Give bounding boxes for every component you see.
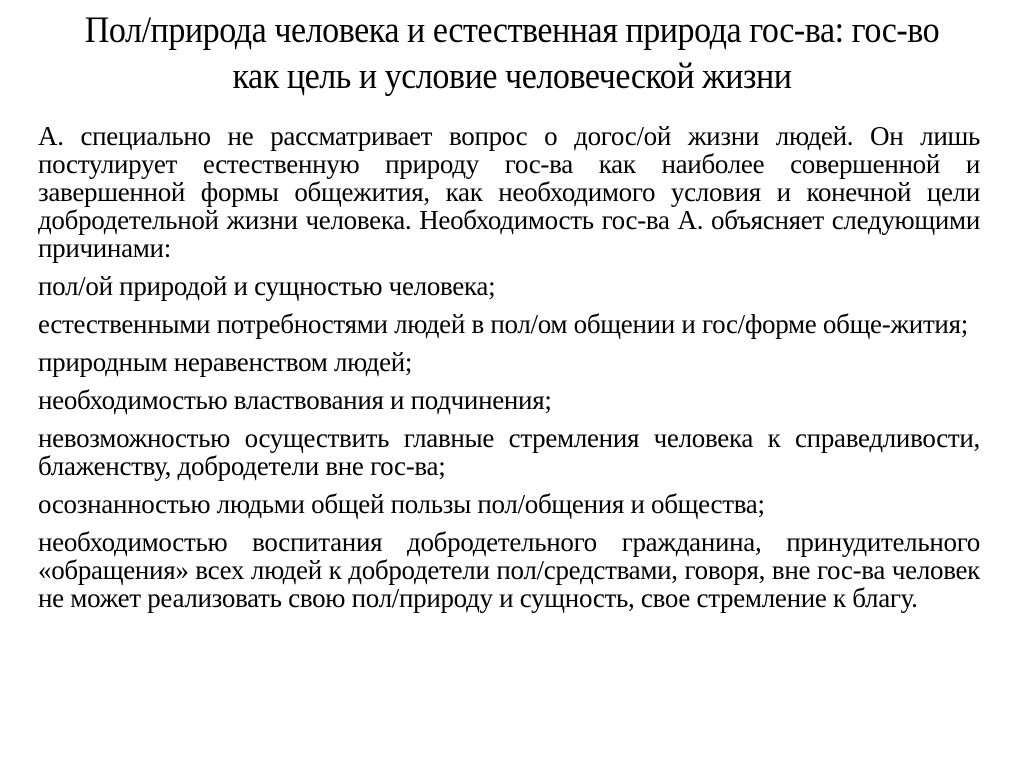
reason-item: природным неравенством людей;: [38, 347, 413, 377]
reason-item: невозможностью осуществить главные стремления человека к справедливости, блаженству, добродетели вне гос-ва;: [38, 423, 980, 481]
reason-item: необходимостью властвования и подчинения;: [38, 385, 552, 415]
reason-item: осознанностью людьми общей пользы пол/общения и общества;: [38, 489, 765, 519]
intro-paragraph: А. специально не рассматривает вопрос о догос/ой жизни людей. Он лишь постулирует естественную природу гос-ва как наиболее совершенной и завершенной формы общежития, как необходимого условия и конечной цели добродетельной жизни человека. Необходимость гос-ва А. объясняет следующими причинами:: [38, 121, 980, 263]
reason-item: естественными потребностями людей в пол/ом общении и гос/форме обще-жития;: [38, 309, 968, 339]
slide-title: Пол/природа человека и естественная природа гос-ва: гос-во как цель и условие человеческой жизни: [84, 10, 940, 97]
reason-item: пол/ой природой и сущностью человека;: [38, 271, 496, 301]
reason-item: необходимостью воспитания добродетельного гражданина, принудительного «обращения» всех людей к добродетели пол/средствами, говоря, вне гос-ва человек не может реализовать свою пол/природу и сущность, свое стремление к благу.: [38, 527, 980, 613]
slide-body: [38, 122, 980, 622]
